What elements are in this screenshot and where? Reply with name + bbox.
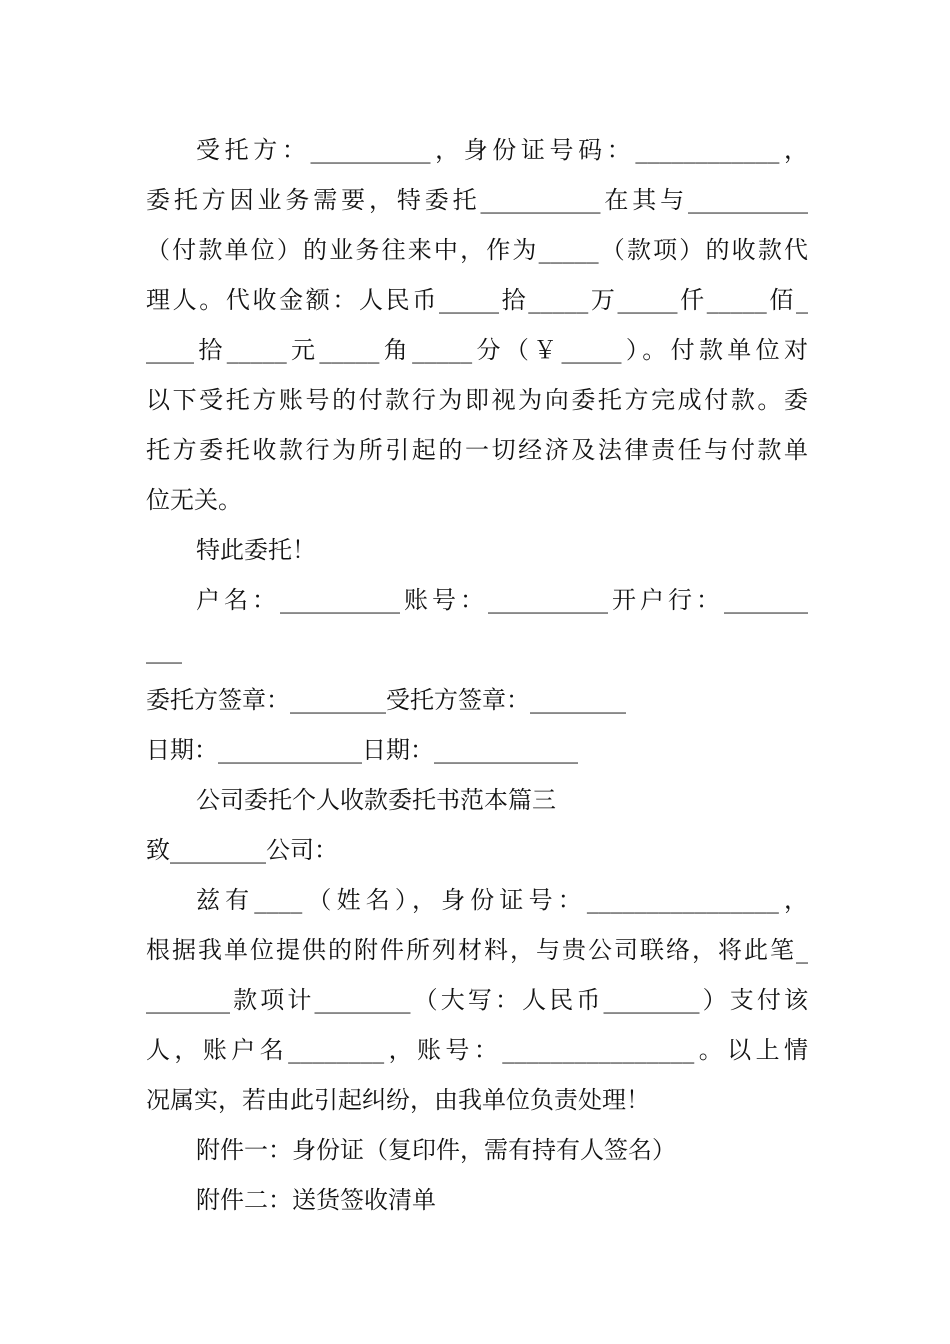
text-line-payment-account: 以下受托方账号的付款行为即视为向委托方完成付款。委 — [146, 386, 808, 414]
text-line-amount-units: ____拾_____元_____角_____分（￥_____）。付款单位对 — [146, 336, 808, 364]
text-line-account-info-cont: ___ — [146, 636, 182, 664]
text-line-addressee: 致________公司： — [146, 836, 338, 864]
text-line-account-info: 户名：__________账号：__________开户行：_______ — [196, 586, 808, 614]
text-line-amount: 理人。代收金额：人民币_____拾_____万_____仟_____佰_ — [146, 286, 808, 314]
text-line-person-id: 兹有____（姓名），身份证号：________________， — [196, 886, 808, 914]
text-line-responsibility: 况属实，若由此引起纠纷，由我单位负责处理！ — [146, 1086, 650, 1114]
section-title: 公司委托个人收款委托书范本篇三 — [196, 786, 556, 814]
attachment-one: 附件一：身份证（复印件，需有持有人签名） — [196, 1136, 676, 1164]
text-line-trustee-id: 受托方：__________，身份证号码：____________， — [196, 136, 808, 164]
text-line-materials: 根据我单位提供的附件所列材料，与贵公司联络，将此笔_ — [146, 936, 808, 964]
text-line-payer-unit: （付款单位）的业务往来中，作为_____（款项）的收款代 — [146, 236, 808, 264]
text-line-account-name: 人，账户名________，账号：________________。以上情 — [146, 1036, 808, 1064]
attachment-two: 附件二：送货签收清单 — [196, 1186, 436, 1214]
text-line-dates: 日期：____________日期：____________ — [146, 736, 578, 764]
text-line-liability: 托方委托收款行为所引起的一切经济及法律责任与付款单 — [146, 436, 808, 464]
text-line-hereby-entrust: 特此委托！ — [196, 536, 316, 564]
text-line-entrust-purpose: 委托方因业务需要，特委托__________在其与__________ — [146, 186, 808, 214]
text-line-payment-amount: _______款项计________（大写：人民币________）支付该 — [146, 986, 808, 1014]
text-line-signatures: 委托方签章：________受托方签章：________ — [146, 686, 626, 714]
text-line-unrelated: 位无关。 — [146, 486, 242, 514]
